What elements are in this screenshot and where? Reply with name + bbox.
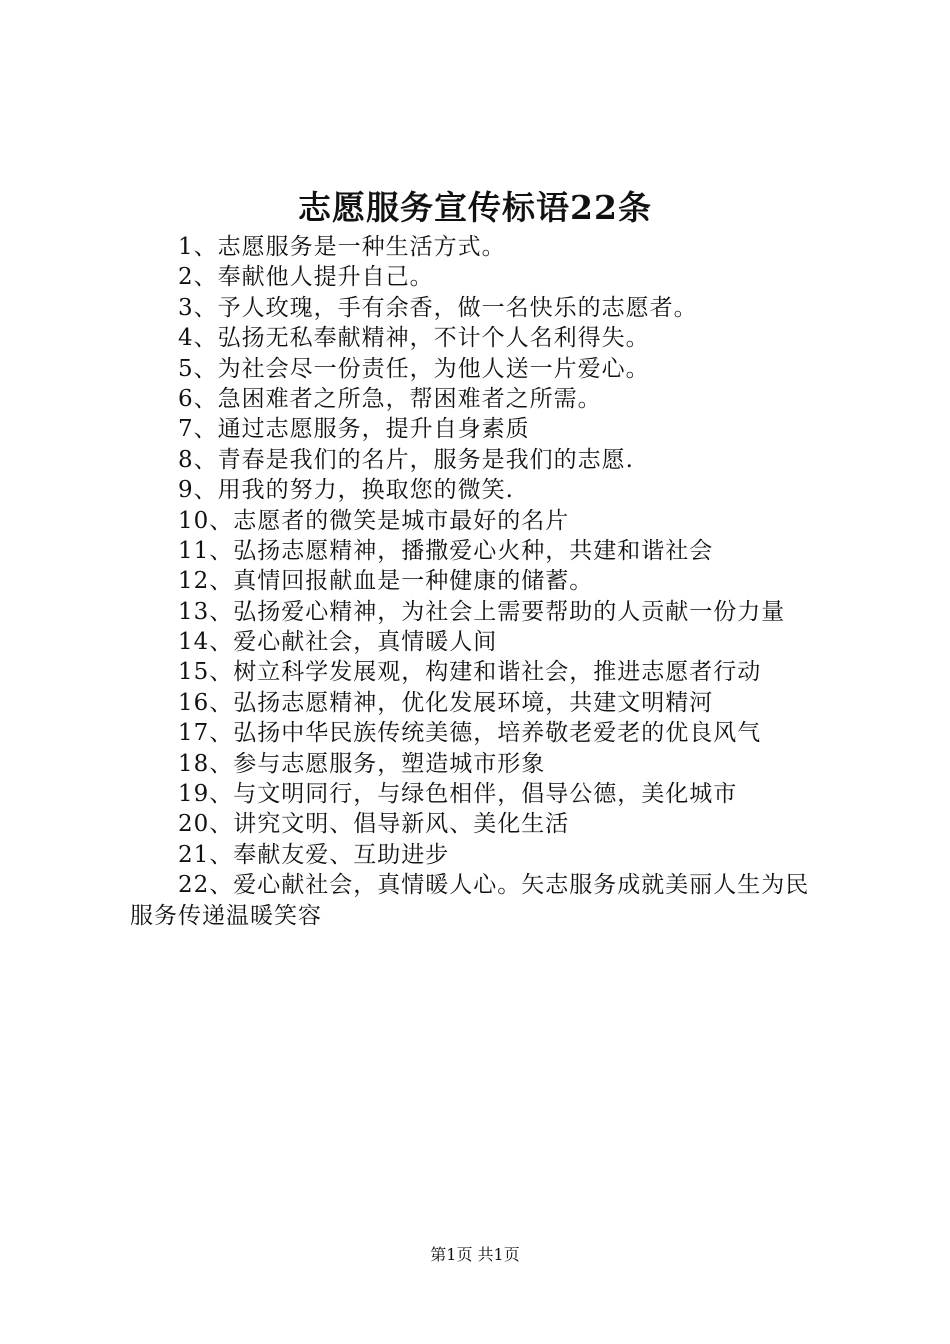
list-item: 1、志愿服务是一种生活方式。 [178, 234, 506, 260]
page-footer: 第1页 共1页 [430, 1245, 520, 1264]
list-item: 5、为社会尽一份责任，为他人送一片爱心。 [178, 355, 650, 382]
list-item: 16、弘扬志愿精神，优化发展环境，共建文明精河 [178, 689, 714, 716]
list-item: 17、弘扬中华民族传统美德，培养敬老爱老的优良风气 [178, 720, 762, 747]
list-item: 21、奉献友爱、互助进步 [178, 841, 450, 868]
list-item: 7、通过志愿服务，提升自身素质 [178, 416, 530, 443]
list-item: 18、参与志愿服务，塑造城市形象 [178, 750, 546, 777]
list-item: 14、爱心献社会，真情暖人间 [178, 629, 498, 656]
page-title: 志愿服务宣传标语22条 [298, 188, 652, 227]
slogan-list [130, 232, 830, 931]
list-item: 6、急困难者之所急，帮困难者之所需。 [178, 385, 602, 412]
list-item: 20、讲究文明、倡导新风、美化生活 [178, 811, 570, 838]
list-item: 11、弘扬志愿精神，播撒爱心火种，共建和谐社会 [178, 537, 714, 564]
list-item: 12、真情回报献血是一种健康的储蓄。 [178, 568, 594, 595]
list-item: 8、青春是我们的名片，服务是我们的志愿. [178, 446, 634, 473]
list-item: 15、树立科学发展观，构建和谐社会，推进志愿者行动 [178, 659, 762, 686]
list-item: 22、爱心献社会，真情暖人心。矢志服务成就美丽人生为民服务传递温暖笑容 [130, 872, 810, 929]
list-item: 9、用我的努力，换取您的微笑. [178, 477, 514, 504]
list-item: 2、奉献他人提升自己。 [178, 264, 434, 291]
list-item: 3、予人玫瑰，手有余香，做一名快乐的志愿者。 [178, 294, 698, 321]
list-item: 4、弘扬无私奉献精神，不计个人名利得失。 [178, 325, 650, 352]
list-item: 10、志愿者的微笑是城市最好的名片 [178, 507, 570, 534]
list-item: 19、与文明同行，与绿色相伴，倡导公德，美化城市 [178, 781, 738, 808]
list-item: 13、弘扬爱心精神，为社会上需要帮助的人贡献一份力量 [178, 598, 786, 625]
